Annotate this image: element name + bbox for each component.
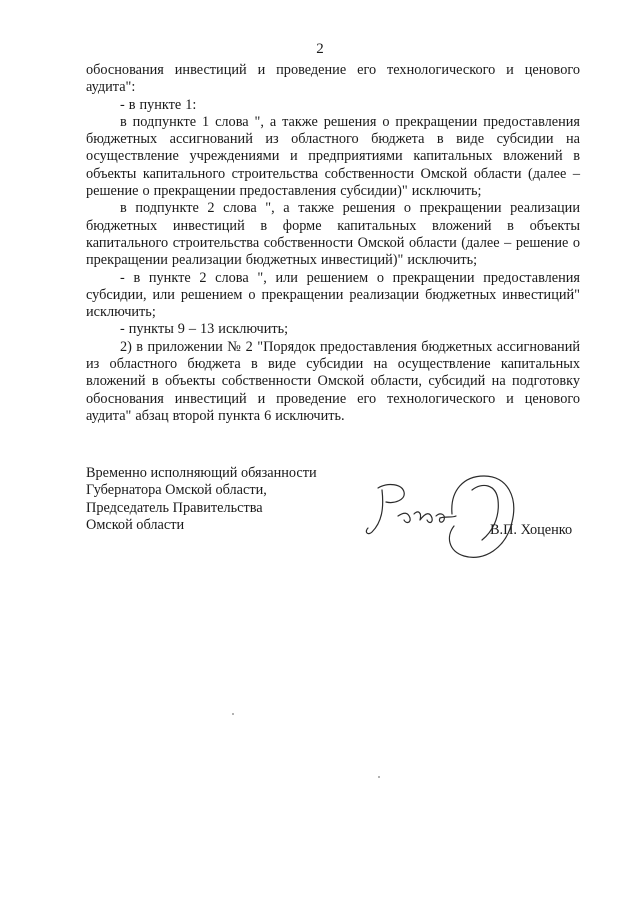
paragraph-7: 2) в приложении № 2 "Порядок предоставления бюджетных ассигнований из областного бюджета в виде субсидии на осуществление капитальных вложений в объекты собственности Омской области, субсидий на подготовку обоснования инвестиций и проведение его технологического и ценового аудита" абзац второй пункта 6 исключить. (86, 338, 580, 424)
paragraph-3: в подпункте 1 слова ", а также решения о прекращении предоставления бюджетных ассигнований из областного бюджета в виде субсидии на осуществление учреждениями и предприятиями капитальных вложений в объекты капитального строительства собственности Омской области (далее – решение о прекращении предоставления субсидии)" исключить; (86, 113, 580, 200)
paragraph-2: - в пункте 1: (120, 96, 197, 113)
paragraph-5: - в пункте 2 слова ", или решением о прекращении предоставления субсидии, или решением о прекращении реализации бюджетных инвестиций" исключить; (86, 269, 580, 321)
paragraph-4: в подпункте 2 слова ", а также решения о прекращении реализации бюджетных инвестиций в форме капитальных вложений в объекты капитального строительства собственности Омской области (далее – решение о прекращении реализации бюджетных инвестиций)" исключить; (86, 200, 580, 269)
signatory-position-line-2: Губернатора Омской области, (86, 482, 267, 499)
page-number: 2 (316, 41, 324, 57)
signatory-position-line-4: Омской области (86, 516, 185, 533)
document-body (86, 62, 580, 425)
scan-speck (378, 776, 380, 778)
paragraph-1: обоснования инвестиций и проведение его технологического и ценового аудита": (86, 62, 580, 96)
signatory-position (86, 465, 317, 534)
paragraph-6: - пункты 9 – 13 исключить; (120, 321, 289, 338)
signer-name: В.П. Хоценко (490, 522, 573, 538)
signatory-position-line-1: Временно исполняющий обязанности (86, 465, 317, 481)
scan-speck (232, 713, 234, 715)
handwritten-signature (360, 456, 530, 566)
signatory-position-line-3: Председатель Правительства (86, 499, 263, 516)
